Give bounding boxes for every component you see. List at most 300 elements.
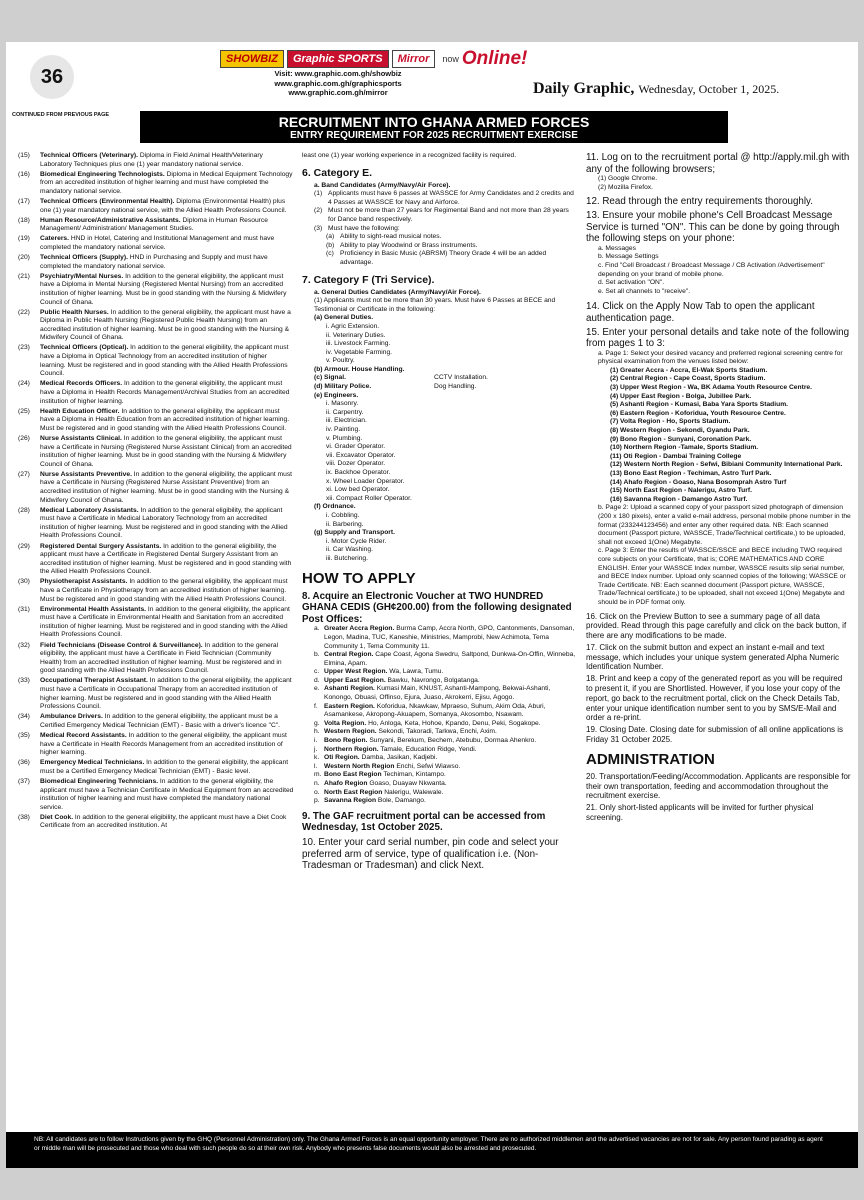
band-requirement: [314, 207, 578, 224]
item-number: (17): [18, 197, 30, 205]
browser-item: (2) Mozilla Firefox.: [598, 183, 653, 191]
item-heading: Upper West Region.: [324, 668, 388, 676]
item-text: [40, 778, 294, 812]
military-police-trade: Dog Handling.: [434, 383, 477, 391]
item-number: l.: [314, 762, 318, 770]
issue-date: Wednesday, October 1, 2025.: [638, 82, 780, 96]
item-number: (23): [18, 344, 30, 352]
item-number: (3): [314, 224, 323, 232]
item-number: f.: [314, 702, 318, 710]
step-19: 19. Closing Date. Closing date for submission of all online applications is Friday 31 October 2025.: [586, 725, 844, 745]
requirement-item: [18, 171, 294, 197]
post-office-item: [314, 685, 578, 702]
item-number: (36): [18, 759, 30, 767]
item-body: Damba, Jasikan, Kadjebi.: [359, 754, 438, 762]
venue-item: (3) Upper West Region - Wa, BK Adama Youth Resource Centre.: [610, 384, 813, 392]
item-heading: Ashanti Region.: [324, 685, 375, 693]
item-text: [324, 737, 536, 746]
item-text: [40, 344, 294, 378]
item-heading: Bono East Region: [324, 771, 382, 779]
item-body: Ability to play Woodwind or Brass instruments.: [340, 241, 478, 249]
item-body: In addition to the general eligibility, the applicant must have a Diploma in Health Education from an accredited institution of higher learning. Must be registered and in good standing with the Allied Health Professions Council.: [40, 407, 290, 432]
venue-item: (15) North East Region - Nalerigu, Astro Turf.: [610, 487, 752, 495]
item-number: (a): [326, 233, 335, 241]
step-20: 20. Transportation/Feeding/Accommodation. Applicants are responsible for their own transportation, feeding and accommodation throughout the recruitment exercise.: [586, 771, 851, 801]
venue-item: (5) Ashanti Region - Kumasi, Baba Yara Sports Stadium.: [610, 401, 788, 409]
item-number: (33): [18, 677, 30, 685]
general-duties-label: (a) General Duties.: [314, 314, 374, 322]
item-heading: Ambulance Drivers.: [40, 713, 103, 721]
item-text: [340, 233, 441, 242]
item-body: Applicants must have 6 passes at WASSCE for Army Candidates and 2 credits and 4 Passes at WASSCE for Navy and Airforce.: [328, 190, 574, 206]
title-banner: [140, 111, 728, 143]
item-number: (16): [18, 170, 30, 178]
item-number: (18): [18, 216, 30, 224]
step-16: 16. Click on the Preview Button to see a summary page of all data provided. Read through this page carefully and click on the back button, if there are any modifications to be made.: [586, 611, 847, 641]
category-f-heading: 7. Category F (Tri Service).: [302, 273, 435, 286]
trade-item: xi. Low bed Operator.: [326, 486, 390, 494]
venue-item: (1) Greater Accra - Accra, El-Wak Sports Stadium.: [610, 366, 768, 374]
item-text: [40, 380, 294, 406]
item-text: [40, 471, 294, 505]
requirement-item: [18, 408, 294, 434]
item-number: (1): [314, 190, 323, 198]
item-number: d.: [314, 676, 320, 684]
online-logo: Online!: [461, 48, 528, 69]
item-number: k.: [314, 754, 320, 762]
item-body: In addition to the general eligibility, the applicant must have a Certificate in Environmental Health and Sanitation from an accredited institution of higher learning. Must be registered and in good standing with the Allied Health Professions Council.: [40, 605, 290, 639]
column-2: [302, 152, 578, 872]
item-number: (24): [18, 380, 30, 388]
item-body: Burma Camp, Accra North, GPO, Cantonments, Dansoman, Legon, Madina, TUC, Kaneshie, Ministries, Mamprobi, New Achimota, Tema Community 1, Tema Community 11.: [324, 625, 575, 650]
partner-logos: [220, 48, 527, 70]
item-number: (26): [18, 434, 30, 442]
item-body: Must have the following:: [328, 224, 400, 232]
item-text: [40, 606, 294, 640]
item-number: (28): [18, 506, 30, 514]
item-text: [328, 190, 578, 207]
item-heading: Human Resource/Administrative Assistants.: [40, 216, 181, 224]
item-heading: Northern Region.: [324, 745, 379, 753]
band-requirement: [314, 225, 578, 234]
item-heading: Medical Records Officers.: [40, 380, 123, 388]
requirement-item: [18, 759, 294, 776]
item-text: [40, 677, 294, 711]
post-office-item: [314, 789, 578, 798]
item-text: [324, 703, 578, 720]
item-heading: Caterers.: [40, 235, 69, 243]
item-text: [40, 732, 294, 758]
step-15: 15. Enter your personal details and take note of the following from pages 1 to 3:: [586, 326, 850, 350]
page-subtitle: ENTRY REQUIREMENT FOR 2025 RECRUITMENT EXERCISE: [290, 130, 578, 141]
administration-heading: ADMINISTRATION: [586, 750, 715, 768]
item-text: [324, 771, 446, 780]
item-text: [324, 797, 426, 806]
item-text: [324, 651, 578, 668]
item-heading: Biomedical Engineering Technicians.: [40, 777, 159, 785]
item-body: HND in Hotel, Catering and Institutional Management and must have completed the mandatory national service.: [40, 235, 275, 251]
page-number: 36: [30, 55, 74, 99]
item-body: In addition to the general eligibility, the applicant must have a Diploma in Public Health Nursing (Registered Public Health Nursing) from an accredited institution of higher learning. Must be in good standing with the Nursing & Midwifery Council of Ghana.: [40, 308, 291, 342]
item-heading: Emergency Medical Technicians.: [40, 759, 145, 767]
item-number: b.: [314, 651, 320, 659]
step-13: 13. Ensure your mobile phone's Cell Broadcast Message Service is turned "ON". This can be done by going through the following steps on your phone:: [586, 209, 840, 245]
item-text: [40, 198, 294, 215]
item-number: g.: [314, 719, 320, 727]
requirement-item: [18, 642, 294, 676]
item-text: [40, 507, 294, 541]
step-14: 14. Click on the Apply Now Tab to open the applicant authentication page.: [586, 301, 815, 324]
trade-item: vii. Excavator Operator.: [326, 451, 396, 459]
post-office-item: [314, 703, 578, 720]
requirement-item: [18, 507, 294, 541]
item-number: h.: [314, 728, 320, 736]
venue-item: (7) Volta Region - Ho, Sports Stadium.: [610, 418, 731, 426]
item-heading: North East Region: [324, 788, 383, 796]
post-office-item: [314, 763, 578, 772]
item-number: (b): [326, 241, 335, 249]
item-body: In addition to the general eligibility, the applicant must have a Diploma in Health Records Management/Archival Studies from an accredited institution of higher learning.: [40, 380, 290, 405]
item-heading: Central Region.: [324, 651, 374, 659]
venue-item: (4) Upper East Region - Bolga, Jubillee Park.: [610, 392, 752, 400]
item-body: In addition to the general eligibility, the applicant must have a Certificate in Medical Laboratory Technology from an accredited institution of higher learning. Must be registered and in good standing with the Allied Health Professions Council.: [40, 506, 288, 540]
item-heading: Upper East Region.: [324, 676, 386, 684]
item-body: In addition to the general eligibility, the applicant must have a Certificate in Physiotherapy from an accredited institution of higher learning. Must be registered and in good standing with the Allied Health Professions Council.: [40, 578, 288, 603]
band-skill: [326, 250, 578, 267]
requirement-item: [18, 578, 294, 604]
requirement-item: [18, 380, 294, 406]
item-number: j.: [314, 745, 318, 753]
signal-label: (c) Signal.: [314, 374, 346, 382]
item-body: Koforidua, Nkawkaw, Mpraeso, Suhum, Akim Oda, Aburi, Asamankese, Akropong-Akuapem, Somanya, Akosombo, Nsawam.: [324, 702, 546, 719]
item-heading: Diet Cook.: [40, 813, 74, 821]
showbiz-logo: SHOWBIZ: [220, 50, 284, 68]
item-text: [324, 789, 443, 798]
band-requirement: [314, 190, 578, 207]
item-number: (35): [18, 732, 30, 739]
post-office-item: [314, 754, 578, 763]
requirement-item: [18, 309, 294, 343]
post-office-item: [314, 771, 578, 780]
trade-item: vi. Grader Operator.: [326, 443, 386, 451]
post-office-item: [314, 720, 578, 729]
armour-label: (b) Armour. House Handling.: [314, 365, 405, 373]
item-body: Diploma in Field Animal Health/Veterinary Laboratory Techniques plus one (1) year mandatory national service.: [40, 152, 263, 168]
item-number: (34): [18, 713, 30, 721]
trade-item: i. Cobbling.: [326, 511, 360, 519]
item-heading: Bono Region.: [324, 737, 368, 745]
item-heading: Western North Region: [324, 762, 395, 770]
item-body: Enchi, Sefwi Wiawso.: [394, 762, 461, 770]
item-heading: Psychiatry/Mental Nurses.: [40, 272, 124, 280]
requirement-item: [18, 677, 294, 711]
item-body: HND in Purchasing and Supply and must have completed the mandatory national service.: [40, 254, 268, 270]
venue-item: (12) Western North Region - Sefwi, Bibiani Community International Park.: [610, 461, 843, 469]
post-office-item: [314, 625, 578, 651]
item-heading: Technical Officers (Supply).: [40, 254, 128, 262]
item-body: In addition to the general eligibility, the applicant must have a Certificate in Field Technician (Community Health) from an accredited institution of higher learning. Must be registered and in good standing with the Allied Health Professions Council.: [40, 641, 282, 675]
requirement-item: [18, 606, 294, 640]
item-number: (25): [18, 407, 30, 415]
item-number: i.: [314, 737, 318, 745]
step-21: 21. Only short-listed applicants will be invited for further physical screening.: [586, 803, 814, 823]
carry-text: least one (1) year working experience in a recognized facility is required.: [302, 152, 517, 159]
item-heading: Field Technicians (Disease Control & Surveillance).: [40, 641, 203, 649]
item-body: Goaso, Duayaw Nkwanta.: [367, 780, 447, 787]
item-text: [40, 408, 294, 434]
item-text: [40, 435, 294, 469]
item-number: (22): [18, 308, 30, 316]
item-body: In addition to the general eligibility, the applicant must have a Technician Certificate in Medical Equipment from an accredited institution of higher learning and must have completed the mandatory national service.: [40, 777, 294, 811]
item-text: [40, 273, 294, 307]
item-body: In addition to the general eligibility, the applicant must have a Certificate in Nursing (Registered Nurse Assistant Preventive) from an accredited institution of higher learning. Must be in good standing with the Nursing & Midwifery Council of Ghana.: [40, 470, 293, 504]
category-e-heading: 6. Category E.: [302, 166, 373, 179]
item-text: [328, 207, 578, 224]
masthead: [6, 42, 858, 108]
item-heading: Eastern Region.: [324, 702, 375, 710]
trade-item: x. Wheel Loader Operator.: [326, 477, 405, 485]
item-body: Bawku, Navrongo, Bolgatanga.: [385, 676, 480, 684]
item-heading: Savanna Region: [324, 797, 377, 805]
venue-item: (9) Bono Region - Sunyani, Coronation Park.: [610, 435, 752, 443]
item-body: Proficiency in Basic Music (ABRSM) Theory Grade 4 will be an added advantage.: [340, 250, 547, 266]
item-text: [40, 578, 294, 604]
item-number: (19): [18, 235, 30, 243]
item-number: (37): [18, 777, 30, 785]
page-3-note: c. Page 3: Enter the results of WASSCE/SSCE and BECE including TWO required core subjects on your Certificate, that is; CORE MATHEMATICS AND CORE ENGLISH. Enter your WASSCE Index number, WASSCE results slip serial number, and BECE Index number. Upload only scanned copies of the following; WASSCE or Trade Certificate. NB: Each scanned document (Passport picture, WASSCE, Trade/Technical certificate,) to be uploaded, shall not exceed 1(One) Megabyte and should be in PDF format only.: [598, 547, 846, 606]
item-text: [324, 754, 437, 763]
item-number: (20): [18, 254, 30, 262]
venue-item: (11) Oti Region - Dambai Training College: [610, 452, 742, 460]
site-link: Visit: www.graphic.com.gh/showbiz: [274, 69, 402, 78]
requirement-item: [18, 814, 294, 831]
page-2-note: b. Page 2: Upload a scanned copy of your passport sized photograph of dimension (200 x 180 pixels), enter a valid e-mail address, personal mobile phone number in the format (233244123456) and enter any other required data. NB: Each scanned document (Passport picture, WASSCE, Trade/Technical certificate,) to be uploaded, shall not exceed 1(One) Megabyte.: [598, 504, 851, 546]
trade-item: iii. Livestock Farming.: [326, 340, 391, 348]
item-text: [40, 543, 294, 577]
venue-item: (8) Western Region - Sekondi, Gyandu Park.: [610, 427, 750, 435]
venue-item: (10) Northern Region -Tamale, Sports Stadium.: [610, 444, 759, 452]
post-office-item: [314, 651, 578, 668]
general-duties-heading: a. General Duties Candidates (Army/Navy/Air Force).: [314, 288, 481, 296]
post-office-item: [314, 677, 578, 686]
paper-dateline: [533, 80, 779, 98]
item-heading: Physiotherapist Assistants.: [40, 578, 128, 586]
venue-item: (14) Ahafo Region - Goaso, Nana Bosomprah Astro Turf: [610, 478, 787, 486]
item-text: [340, 242, 477, 251]
supply-label: (g) Supply and Transport.: [314, 529, 395, 537]
post-office-item: [314, 668, 578, 677]
trade-item: i. Agric Extension.: [326, 322, 380, 330]
item-body: Diploma in Medical Equipment Technology from an accredited institution of higher learning and must have completed the mandatory national service.: [40, 170, 293, 195]
item-text: [324, 746, 477, 755]
item-body: Sekondi, Takoradi, Tarkwa, Enchi, Axim.: [376, 728, 497, 736]
requirement-item: [18, 732, 294, 758]
requirement-item: [18, 152, 294, 169]
newspaper-page: [6, 42, 858, 1168]
item-text: [324, 668, 443, 677]
item-text: [40, 814, 294, 831]
item-heading: Registered Dental Surgery Assistants.: [40, 542, 162, 550]
requirement-item: [18, 435, 294, 469]
item-heading: Nurse Assistants Preventive.: [40, 470, 132, 478]
item-heading: Medical Laboratory Assistants.: [40, 506, 139, 514]
item-text: [40, 171, 294, 197]
post-office-item: [314, 797, 578, 806]
item-heading: Technical Officers (Optical).: [40, 344, 129, 352]
item-text: [324, 677, 480, 686]
trade-item: i. Motor Cycle Rider.: [326, 537, 387, 545]
item-body: In addition to the general eligibility, the applicant must have a Diet Cook Certificate from an accredited institution. At: [40, 813, 287, 830]
phone-step: b. Message Settings: [598, 253, 659, 261]
item-number: (29): [18, 542, 30, 550]
site-link: www.graphic.com.gh/graphicsports: [274, 78, 402, 88]
page-1-note: a. Page 1: Select your desired vacancy and preferred regional screening centre for physical examination from the venues listed below:: [598, 349, 843, 366]
requirement-item: [18, 713, 294, 730]
item-number: (c): [326, 250, 334, 258]
trade-item: xii. Compact Roller Operator.: [326, 494, 412, 502]
phone-step: c. Find "Cell Broadcast / Broadcast Message / CB Activation /Advertisement" depending on your brand of mobile phone.: [598, 261, 825, 278]
post-office-item: [314, 780, 578, 789]
requirement-item: [18, 217, 294, 234]
trade-item: viii. Dozer Operator.: [326, 460, 386, 468]
item-heading: Greater Accra Region.: [324, 625, 395, 633]
item-number: (31): [18, 605, 30, 613]
trade-item: ii. Car Washing.: [326, 546, 373, 554]
page-title: RECRUITMENT INTO GHANA ARMED FORCES: [278, 114, 590, 130]
venue-item: (13) Bono East Region - Techiman, Astro Turf Park.: [610, 470, 772, 477]
item-text: [40, 235, 294, 252]
item-text: [40, 759, 294, 776]
paper-name: Daily Graphic,: [533, 80, 635, 97]
item-number: (30): [18, 578, 30, 586]
phone-step: d. Set activation "ON".: [598, 279, 665, 287]
item-number: (21): [18, 272, 30, 280]
requirement-item: [18, 344, 294, 378]
item-heading: Western Region.: [324, 728, 377, 736]
trade-item: ix. Backhoe Operator.: [326, 469, 391, 476]
item-heading: Environmental Health Assistants.: [40, 605, 147, 613]
step-17: 17. Click on the submit button and expect an instant e-mail and text message, which includes your unique system generated Alpha Numeric Identification Number.: [586, 642, 840, 672]
requirement-item: [18, 254, 294, 271]
browser-item: (1) Google Chrome.: [598, 175, 658, 183]
site-link: www.graphic.com.gh/mirror: [288, 88, 388, 97]
item-heading: Medical Record Assistants.: [40, 732, 127, 739]
how-to-apply-heading: HOW TO APPLY: [302, 569, 416, 587]
step-18: 18. Print and keep a copy of the generated report as you will be required to present it, if you are Shortlisted. However, if you lose your copy of the report, go back to the recruitment portal, click on the Check Details Tab, enter your unique identification number sent to you by SMS/E-Mail and order a re-print.: [586, 674, 843, 723]
item-text: [324, 780, 447, 789]
site-links: [250, 69, 426, 98]
requirement-item: [18, 543, 294, 577]
item-body: Ability to sight-read musical notes.: [340, 233, 442, 241]
item-body: In addition to the general eligibility, the applicant must be a Certified Emergency Medical Technician (EMT) - Basic with a driver's licence "C".: [40, 713, 281, 729]
post-office-item: [314, 737, 578, 746]
item-number: a.: [314, 625, 320, 633]
item-text: [40, 152, 294, 169]
item-text: [324, 720, 541, 729]
requirement-item: [18, 778, 294, 812]
item-number: (38): [18, 813, 30, 821]
trade-item: v. Plumbing.: [326, 434, 363, 442]
venue-item: (16) Savanna Region - Damango Astro Turf.: [610, 495, 748, 503]
item-body: Sunyani, Berekum, Bechem, Atebubu, Dormaa Ahenkro.: [367, 737, 537, 745]
item-number: c.: [314, 668, 320, 676]
category-f-requirement: (1) Applicants must not be more than 30 years. Must have 6 Passes at BECE and Testimonial or Certificate in the following:: [314, 297, 556, 313]
item-body: In addition to the general eligibility, the applicant must have a Certificate in Nursing (Registered Nurse Assistant Clinical) from an accredited institution of higher learning. Must be in good standing with the Nursing & Midwifery Council of Ghana.: [40, 434, 292, 468]
item-heading: Biomedical Engineering Technologists.: [40, 170, 165, 178]
item-heading: Occupational Therapist Assistant.: [40, 677, 148, 685]
item-number: e.: [314, 685, 320, 693]
signal-trade: CCTV Installation.: [434, 374, 488, 382]
requirement-item: [18, 198, 294, 215]
item-number: o.: [314, 788, 320, 796]
item-text: [328, 225, 400, 234]
trade-item: ii. Carpentry.: [326, 408, 364, 416]
trade-item: iv. Vegetable Farming.: [326, 348, 393, 356]
post-office-item: [314, 746, 578, 755]
requirement-item: [18, 273, 294, 307]
item-number: m.: [314, 771, 322, 779]
item-body: Must not be more than 27 years for Regimental Band and not more than 28 years for Dance band respectively.: [328, 207, 569, 223]
item-text: [324, 763, 460, 772]
item-heading: Technical Officers (Veterinary).: [40, 152, 138, 159]
trade-item: ii. Barbering.: [326, 520, 364, 528]
item-number: p.: [314, 797, 320, 805]
item-number: (15): [18, 152, 30, 159]
item-body: In addition to the general eligibility, the applicant must have a Certificate in Health Records Management from an accredited institution of higher learning.: [40, 732, 287, 757]
item-heading: Volta Region.: [324, 719, 367, 727]
item-body: In addition to the general eligibility, the applicant must have a Certificate in Occupational Therapy from an accredited institution of higher learning. Must be registered and in good standing with the Allied Health Professions Council.: [40, 677, 292, 711]
trade-item: iv. Painting.: [326, 426, 361, 434]
item-text: [40, 309, 294, 343]
item-body: In addition to the general eligibility, the applicant must have a Certificate in Registered Dental Surgery Assistant from an accredited institution of higher learning. Must be registered and in good standing with the Allied Health Professions Council.: [40, 542, 292, 576]
band-skill: [326, 242, 578, 251]
item-text: [324, 685, 578, 702]
column-3: [586, 152, 851, 823]
item-text: [324, 728, 497, 737]
trade-item: i. Masonry.: [326, 400, 359, 408]
item-heading: Ahafo Region: [324, 780, 368, 787]
item-number: (27): [18, 470, 30, 478]
item-heading: Public Health Nurses.: [40, 308, 109, 316]
item-text: [324, 625, 578, 651]
band-skill: [326, 233, 578, 242]
item-heading: Oti Region.: [324, 754, 360, 762]
trade-item: iii. Electrician.: [326, 417, 367, 425]
item-body: Bole, Damango.: [376, 797, 426, 805]
band-candidates-heading: a. Band Candidates (Army/Navy/Air Force).: [314, 181, 451, 189]
item-body: Diploma (Environmental Health) plus one (1) year mandatory national service, with the Allied Health Professions Council.: [40, 197, 287, 214]
item-text: [40, 217, 294, 234]
item-body: Kumasi Main, KNUST, Ashanti-Mampong, Bekwai-Ashanti, Konongo, Obuasi, Offinso, Ejura, Juaso, Akrokerri, Ejisu, Agogo.: [324, 685, 551, 702]
item-body: Wa, Lawra, Tumu.: [387, 668, 444, 676]
venue-item: (2) Central Region - Cape Coast, Sports Stadium.: [610, 375, 766, 383]
item-body: In addition to the general eligibility, the applicant must have a Diploma in Optical Technology from an accredited institution of higher learning. Must be registered and in good standing with the Allied Health Professions Council.: [40, 344, 289, 378]
item-body: Techiman, Kintampo.: [381, 771, 446, 779]
item-text: [40, 713, 294, 730]
nb-notice: NB: All candidates are to follow Instructions given by the GHQ (Personnel Administration) only. The Ghana Armed Forces is an equal opportunity employer. There are no authorized middlemen and the advertised vacancies are not for sale. Any person found parading as agent or middle man will be prosecuted and those who deal with such people do so at their own risk. Anybody who presents false documents would also be arrested and prosecuted.: [6, 1132, 858, 1168]
phone-step: e. Set all channels to "receive".: [598, 287, 691, 295]
item-body: In addition to the general eligibility, the applicant must be a Certified Emergency Medical Technician (EMT) - Basic level.: [40, 759, 289, 775]
trade-item: ii. Veterinary Duties.: [326, 331, 386, 339]
graphic-sports-logo: Graphic SPORTS: [287, 50, 389, 68]
item-text: [40, 254, 294, 271]
item-number: (2): [314, 207, 323, 215]
portal-date: 9. The GAF recruitment portal can be accessed from Wednesday, 1st October 2025.: [302, 810, 546, 834]
post-office-item: [314, 728, 578, 737]
item-body: Cape Coast, Agona Swedru, Saltpond, Dunkwa-On-Offin, Winneba, Elmina, Apam.: [324, 651, 576, 667]
column-1: [18, 152, 294, 833]
card-instruction: 10. Enter your card serial number, pin code and select your preferred arm of service, type of qualification i.e. (Non- Tradesman or Tradesman) and click Next.: [302, 836, 559, 872]
